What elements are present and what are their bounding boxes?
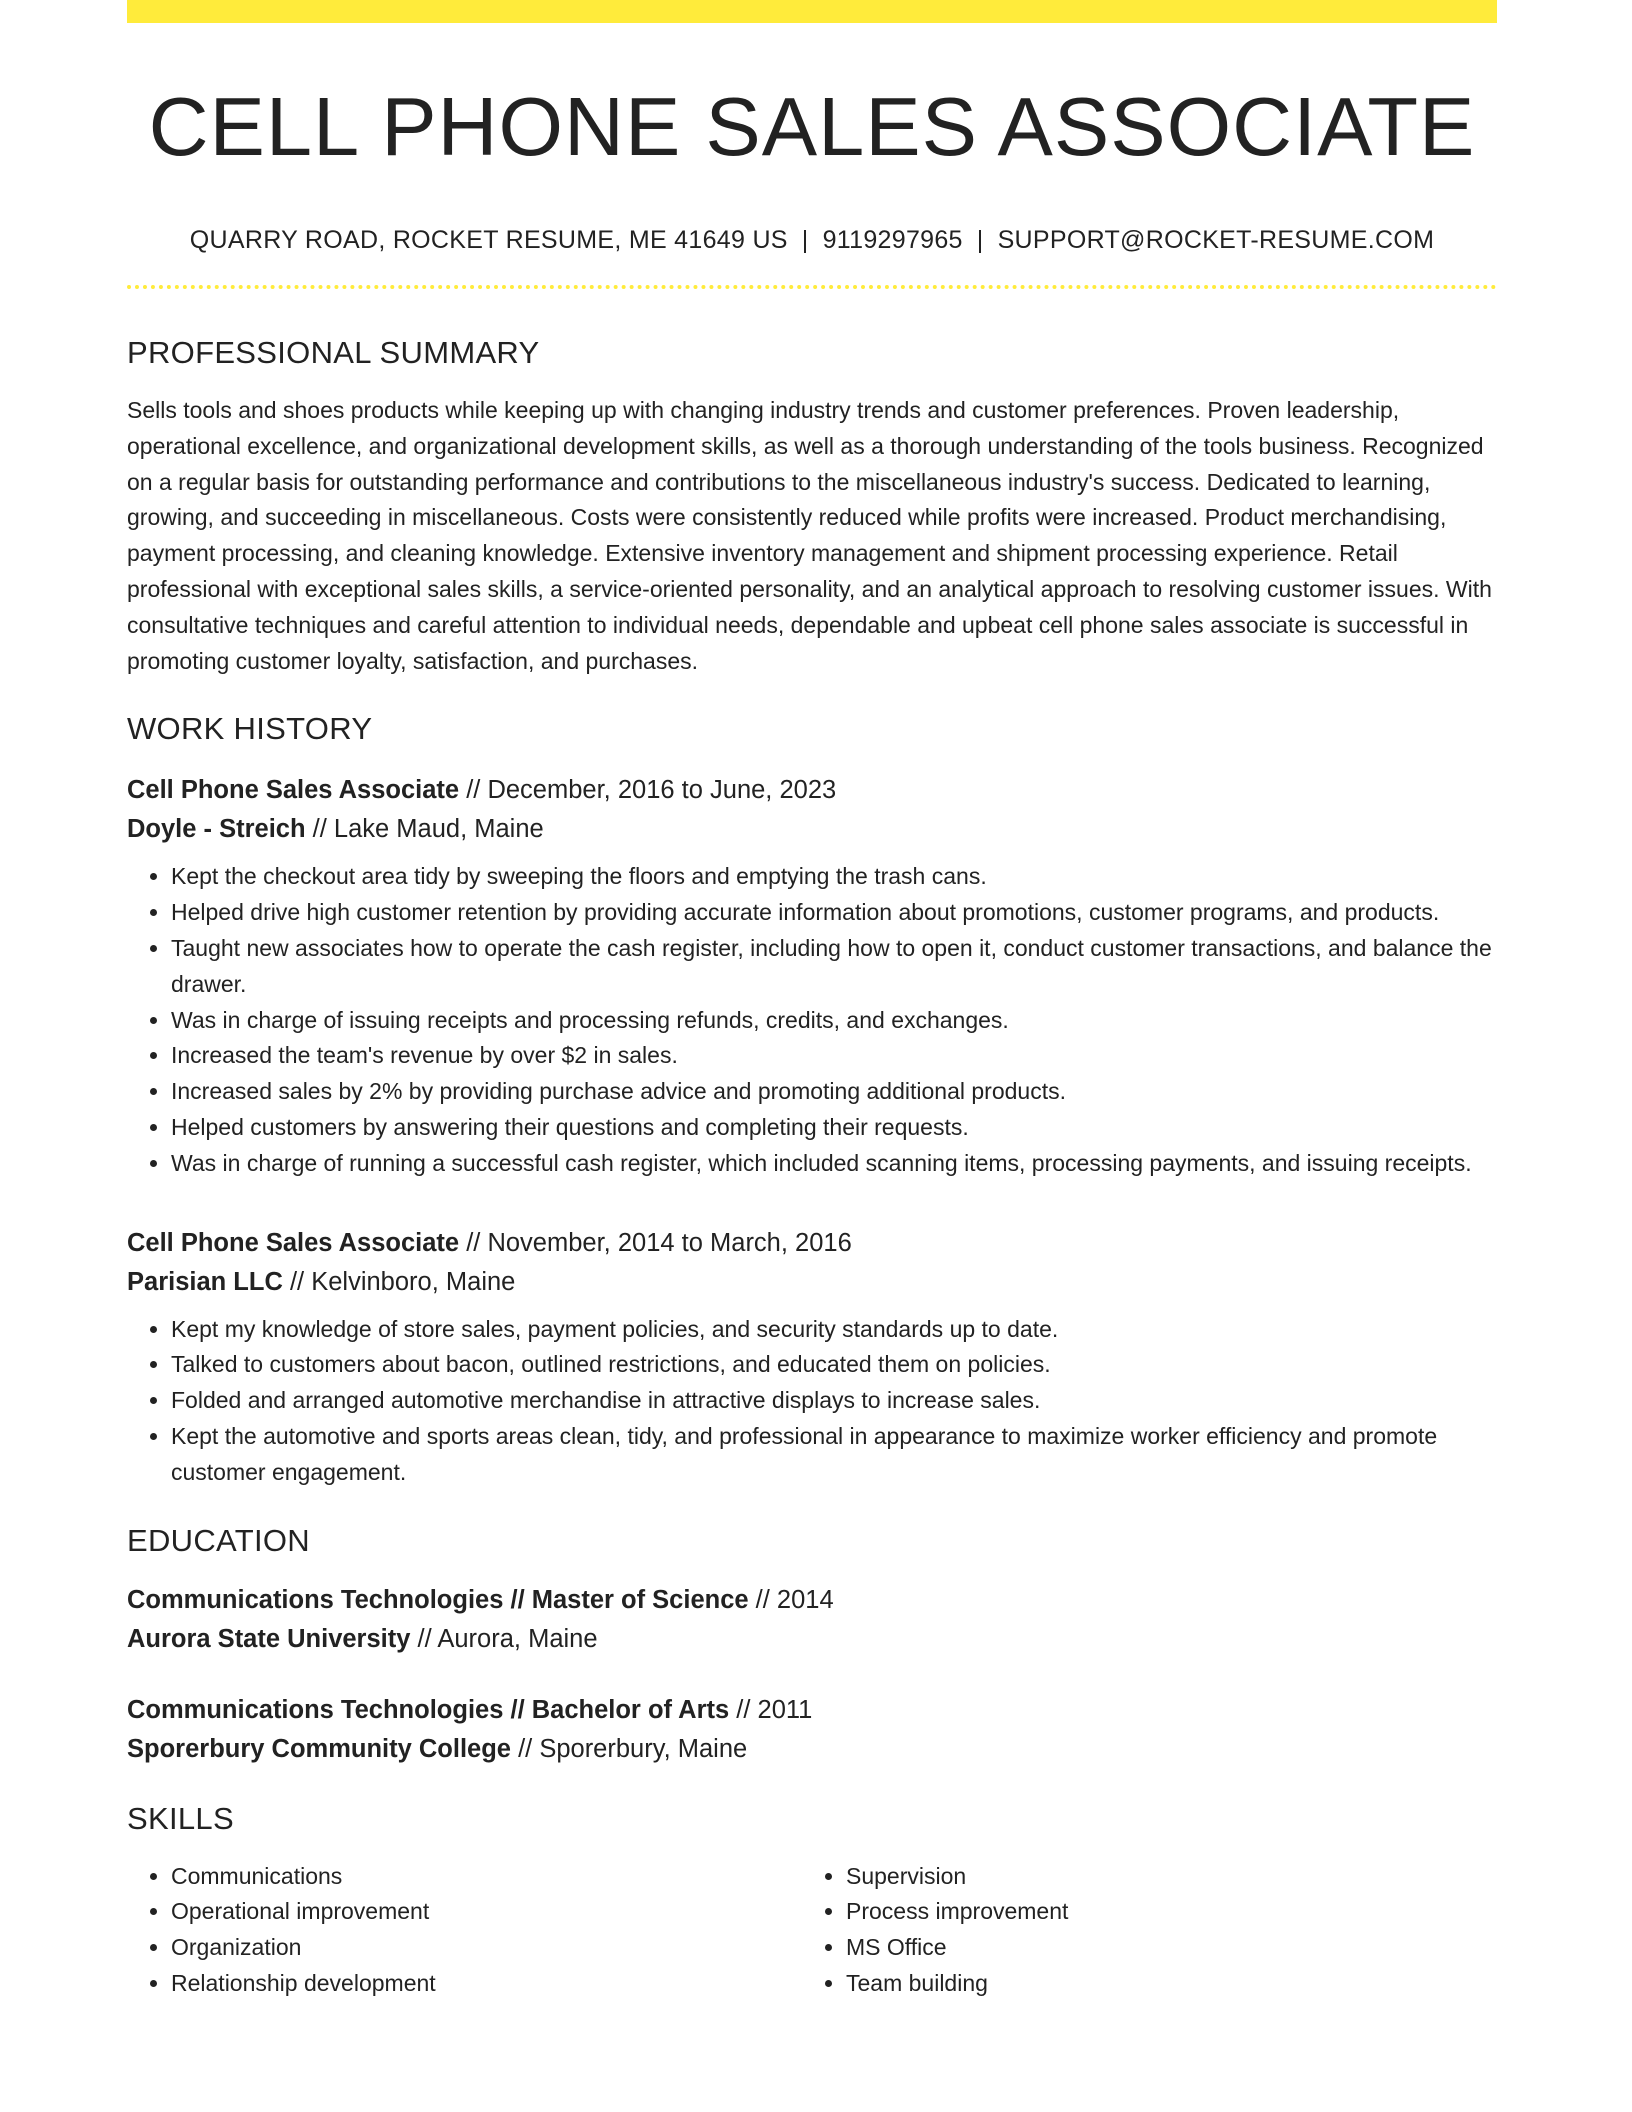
summary-text: Sells tools and shoes products while keeping up with changing industry trends and customer preferences. Proven leadership, operational excellence, and organizational development skills, as well as a thorough understanding of the tools business. Recognized on a regular basis for outstanding performance and contributions to the miscellaneous industry's success. Dedicated to learning, growing, and succeeding in miscellaneous. Costs were consistently reduced while profits were increased. Product merchandising, payment processing, and cleaning knowledge. Extensive inventory management and shipment processing experience. Retail professional with exceptional sales skills, a service-oriented personality, and an analytical approach to resolving customer issues. With consultative techniques and careful attention to individual needs, dependable and upbeat cell phone sales associate is successful in promoting customer loyalty, satisfaction, and purchases. (127, 397, 1492, 674)
education-school: Aurora State University (127, 1624, 411, 1653)
education-year: // 2011 (729, 1695, 813, 1724)
resume-page (127, 0, 1497, 2002)
work-history-heading: WORK HISTORY (127, 711, 373, 747)
education-degree-line (127, 1691, 1497, 1730)
job-dates: // December, 2016 to June, 2023 (459, 776, 837, 805)
skill-item: • MS Office (846, 1930, 1477, 1966)
skills-column-left (127, 1859, 802, 2002)
skills-list (127, 1859, 1497, 2002)
education-location: // Sporerbury, Maine (510, 1734, 748, 1763)
skill-item: • Process improvement (846, 1894, 1477, 1930)
skill-item: • Organization (171, 1930, 802, 1966)
job-location: // Kelvinboro, Maine (282, 1267, 516, 1296)
list-item: • Kept my knowledge of store sales, payment policies, and security standards up to date. (171, 1312, 1497, 1348)
job-location: // Lake Maud, Maine (305, 815, 544, 844)
list-item: • Was in charge of running a successful cash register, which included scanning items, processing payments, and issuing receipts. (171, 1146, 1497, 1182)
contact-separator: | (976, 226, 984, 254)
education-school-line (127, 1620, 1497, 1659)
top-accent-bar (127, 0, 1497, 23)
education-degree: Communications Technologies // Bachelor of Arts (127, 1695, 730, 1724)
list-item: • Helped drive high customer retention by providing accurate information about promotions, customer programs, and products. (171, 895, 1497, 931)
contact-email: SUPPORT@ROCKET-RESUME.COM (997, 226, 1435, 254)
list-item: • Helped customers by answering their questions and completing their requests. (171, 1110, 1497, 1146)
education-degree: Communications Technologies // Master of Science (127, 1585, 749, 1614)
list-item: • Was in charge of issuing receipts and processing refunds, credits, and exchanges. (171, 1003, 1497, 1039)
education-heading: EDUCATION (127, 1522, 310, 1558)
job-title-line (127, 771, 1497, 810)
education-school: Sporerbury Community College (127, 1734, 511, 1763)
education-year: // 2014 (748, 1585, 834, 1614)
dotted-divider (127, 285, 1497, 289)
list-item: • Increased the team's revenue by over $2 in sales. (171, 1038, 1497, 1074)
education-entry (127, 1691, 1497, 1769)
education-school-line (127, 1730, 1497, 1769)
contact-separator: | (801, 226, 809, 254)
list-item: • Folded and arranged automotive merchandise in attractive displays to increase sales. (171, 1383, 1497, 1419)
education-entry (127, 1581, 1497, 1659)
resume-title: CELL PHONE SALES ASSOCIATE (148, 80, 1476, 173)
skill-item: • Relationship development (171, 1966, 802, 2002)
education-degree-line (127, 1581, 1497, 1620)
job-bullets (127, 1312, 1497, 1491)
job-title: Cell Phone Sales Associate (127, 1228, 460, 1257)
job-entry (127, 1224, 1497, 1491)
skills-heading: SKILLS (127, 1800, 234, 1836)
contact-line (127, 226, 1497, 255)
education-location: // Aurora, Maine (410, 1624, 598, 1653)
list-item: • Taught new associates how to operate the cash register, including how to open it, conduct customer transactions, and balance the drawer. (171, 931, 1497, 1003)
job-dates: // November, 2014 to March, 2016 (459, 1228, 852, 1257)
job-company: Doyle - Streich (127, 815, 306, 844)
list-item: • Kept the automotive and sports areas clean, tidy, and professional in appearance to maximize worker efficiency and promote customer engagement. (171, 1419, 1497, 1491)
job-bullets (127, 859, 1497, 1181)
job-company-line (127, 1263, 1497, 1302)
skill-item: • Supervision (846, 1859, 1477, 1895)
summary-heading: PROFESSIONAL SUMMARY (127, 335, 540, 370)
skill-item: • Communications (171, 1859, 802, 1895)
contact-phone: 9119297965 (822, 226, 963, 254)
skill-item: • Operational improvement (171, 1894, 802, 1930)
list-item: • Kept the checkout area tidy by sweeping the floors and emptying the trash cans. (171, 859, 1497, 895)
list-item: • Talked to customers about bacon, outlined restrictions, and educated them on policies. (171, 1347, 1497, 1383)
list-item: • Increased sales by 2% by providing purchase advice and promoting additional products. (171, 1074, 1497, 1110)
job-company: Parisian LLC (127, 1267, 283, 1296)
job-title-line (127, 1224, 1497, 1263)
contact-address: QUARRY ROAD, ROCKET RESUME, ME 41649 US (189, 226, 788, 254)
skill-item: • Team building (846, 1966, 1477, 2002)
skills-column-right (802, 1859, 1477, 2002)
job-entry (127, 771, 1497, 1181)
job-company-line (127, 810, 1497, 849)
job-title: Cell Phone Sales Associate (127, 776, 460, 805)
